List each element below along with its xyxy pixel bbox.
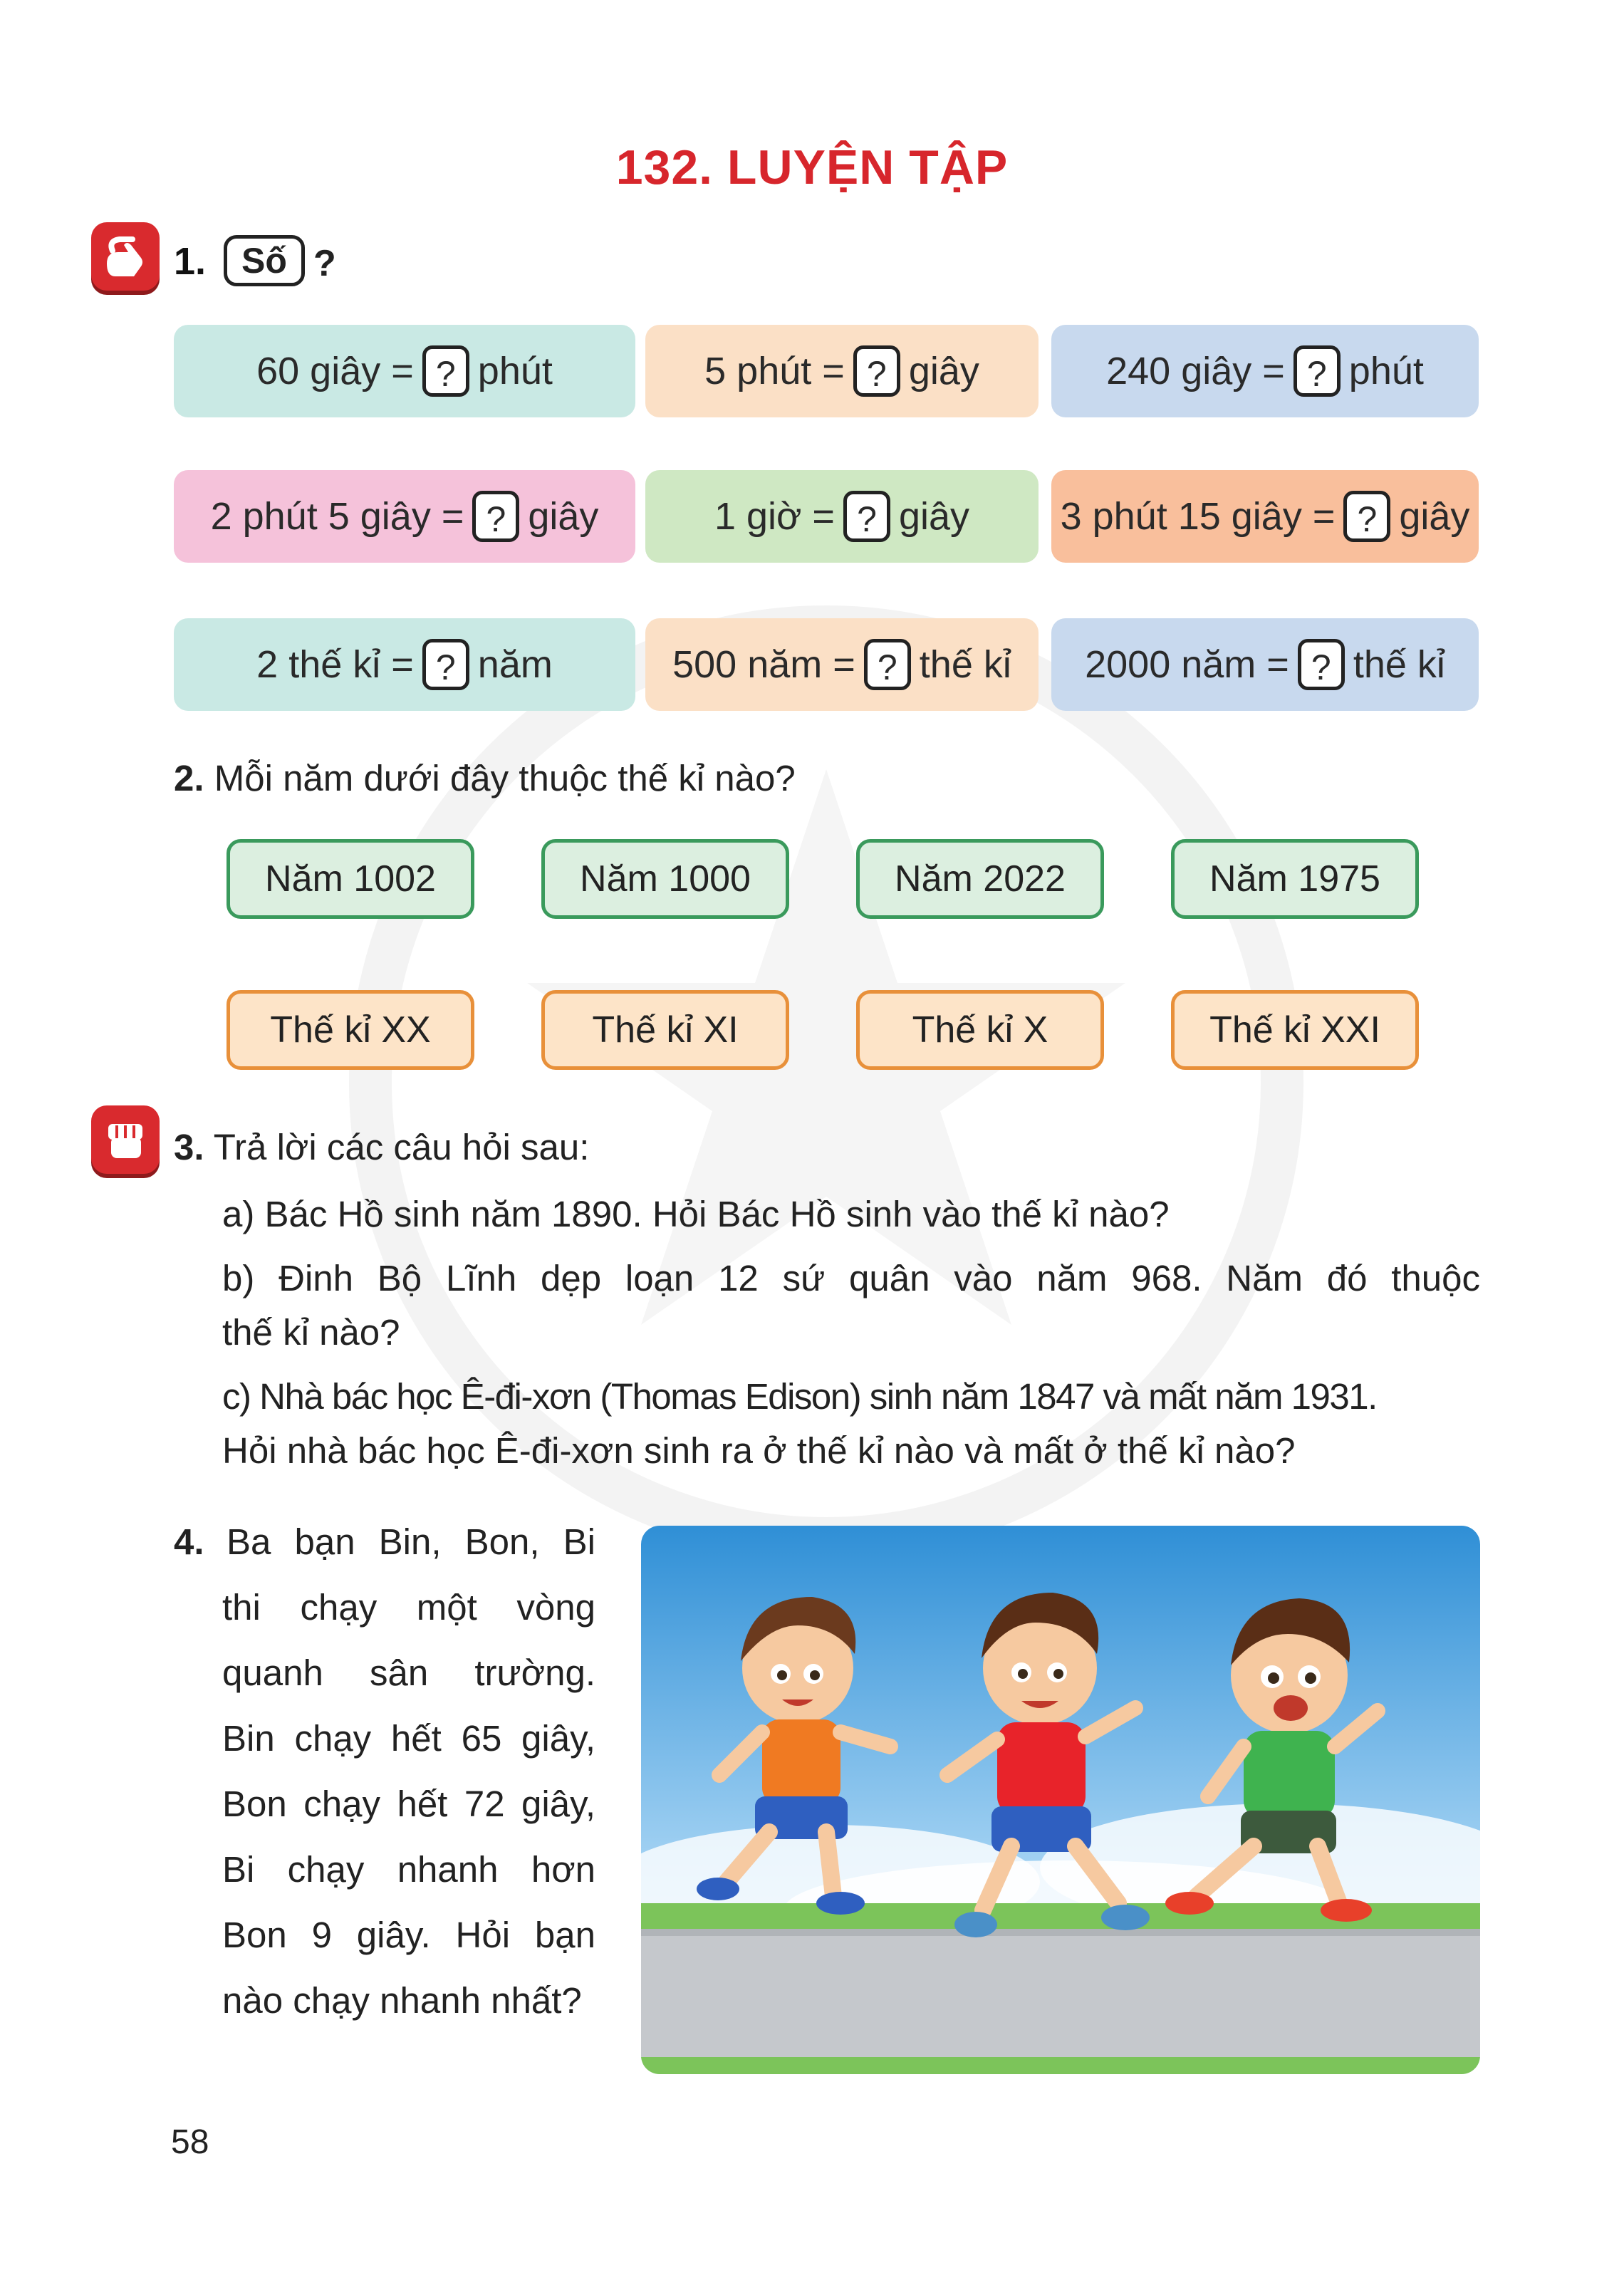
ex1-card-unit: giây [1399, 495, 1470, 538]
ex1-card-expression: 1 giờ = [714, 495, 835, 538]
ex1-card-unit: giây [528, 495, 599, 538]
ex1-card-expression: 60 giây = [256, 350, 414, 392]
ex2-year-box[interactable]: Năm 2022 [856, 839, 1104, 919]
ex1-answer-box[interactable]: ? [472, 491, 519, 542]
fist-icon [91, 1105, 160, 1174]
ex2-number: 2. [174, 758, 204, 798]
ex2-year-box[interactable]: Năm 1000 [541, 839, 789, 919]
ex4-text-line: nào chạy nhanh nhất? [222, 1980, 582, 2021]
ex1-card-unit: giây [898, 495, 970, 538]
ex3-question-c-line1: c) Nhà bác học Ê-đi-xơn (Thomas Edison) sinh năm 1847 và mất năm 1931. [222, 1376, 1377, 1417]
ex2-year-box[interactable]: Năm 1002 [227, 839, 474, 919]
ex3-question-b-line2: thế kỉ nào? [222, 1312, 400, 1353]
ex1-card [174, 470, 635, 563]
ex1-card [1051, 325, 1479, 417]
ex4-text-line: Bin chạy hết 65 giây, [222, 1718, 595, 1759]
ex1-card [1051, 618, 1479, 711]
page-title: 132. LUYỆN TẬP [615, 140, 1009, 194]
ex1-answer-box[interactable]: ? [1298, 639, 1345, 690]
ex2-century-box[interactable]: Thế kỉ XX [227, 990, 474, 1070]
ex1-card [174, 325, 635, 417]
ex1-answer-box[interactable]: ? [422, 345, 469, 397]
ex1-card [645, 325, 1039, 417]
ex1-card-unit: thế kỉ [919, 643, 1011, 686]
ex3-number: 3. [174, 1127, 204, 1167]
page-number: 58 [171, 2123, 209, 2161]
ex2-century-box[interactable]: Thế kỉ X [856, 990, 1104, 1070]
ex1-card-unit: phút [1348, 350, 1424, 392]
ex1-card [174, 618, 635, 711]
ex3-text: Trả lời các câu hỏi sau: [213, 1127, 590, 1167]
ex1-question-mark: ? [313, 243, 336, 284]
ex4-text-line: Ba bạn Bin, Bon, Bi [227, 1521, 595, 1562]
ex1-card-expression: 2 phút 5 giây = [210, 495, 464, 538]
ex3-heading [174, 1121, 589, 1174]
ex2-year-box[interactable]: Năm 1975 [1171, 839, 1419, 919]
ex1-card [645, 470, 1039, 563]
ex1-card [1051, 470, 1479, 563]
practice-icon [91, 222, 160, 291]
ex3-question-c-line2: Hỏi nhà bác học Ê-đi-xơn sinh ra ở thế kỉ nào và mất ở thế kỉ nào? [222, 1430, 1296, 1471]
ex3-question-b-line1: b) Đinh Bộ Lĩnh dẹp loạn 12 sứ quân vào năm 968. Năm đó thuộc [222, 1258, 1480, 1298]
ex1-answer-box[interactable]: ? [843, 491, 890, 542]
ex1-answer-box[interactable]: ? [1294, 345, 1341, 397]
ex4-text-line: Bon 9 giây. Hỏi bạn [222, 1915, 595, 1955]
ex2-text: Mỗi năm dưới đây thuộc thế kỉ nào? [214, 758, 796, 798]
ex1-card-expression: 2 thế kỉ = [256, 643, 414, 686]
ex1-card-unit: phút [477, 350, 553, 392]
ex1-answer-box[interactable]: ? [853, 345, 900, 397]
ex1-card-expression: 5 phút = [704, 350, 845, 392]
ex1-card-expression: 2000 năm = [1085, 643, 1289, 686]
ex1-card-expression: 500 năm = [672, 643, 855, 686]
ex1-card-unit: năm [477, 643, 553, 686]
ex2-century-box[interactable]: Thế kỉ XXI [1171, 990, 1419, 1070]
ex2-heading [174, 752, 796, 805]
ex1-card [645, 618, 1039, 711]
ex4-text-line: Bon chạy hết 72 giây, [222, 1784, 595, 1824]
ex4-text-line: quanh sân trường. [222, 1652, 595, 1693]
ex1-so-box: Số [224, 235, 305, 286]
ex1-card-unit: giây [908, 350, 979, 392]
ex1-answer-box[interactable]: ? [422, 639, 469, 690]
ex1-number: 1. [174, 240, 207, 283]
ex3-question-a: a) Bác Hồ sinh năm 1890. Hỏi Bác Hồ sinh vào thế kỉ nào? [222, 1194, 1170, 1234]
ex1-card-expression: 3 phút 15 giây = [1060, 495, 1336, 538]
ex4-number: 4. [174, 1521, 204, 1562]
ex1-answer-box[interactable]: ? [864, 639, 911, 690]
ex1-answer-box[interactable]: ? [1343, 491, 1390, 542]
ex2-century-box[interactable]: Thế kỉ XI [541, 990, 789, 1070]
running-boys-illustration [641, 1526, 1480, 2074]
ex4-text-line: Bi chạy nhanh hơn [222, 1849, 595, 1890]
ex1-card-expression: 240 giây = [1106, 350, 1285, 392]
ex4-text-line: thi chạy một vòng [222, 1587, 595, 1628]
ex1-card-unit: thế kỉ [1353, 643, 1445, 686]
